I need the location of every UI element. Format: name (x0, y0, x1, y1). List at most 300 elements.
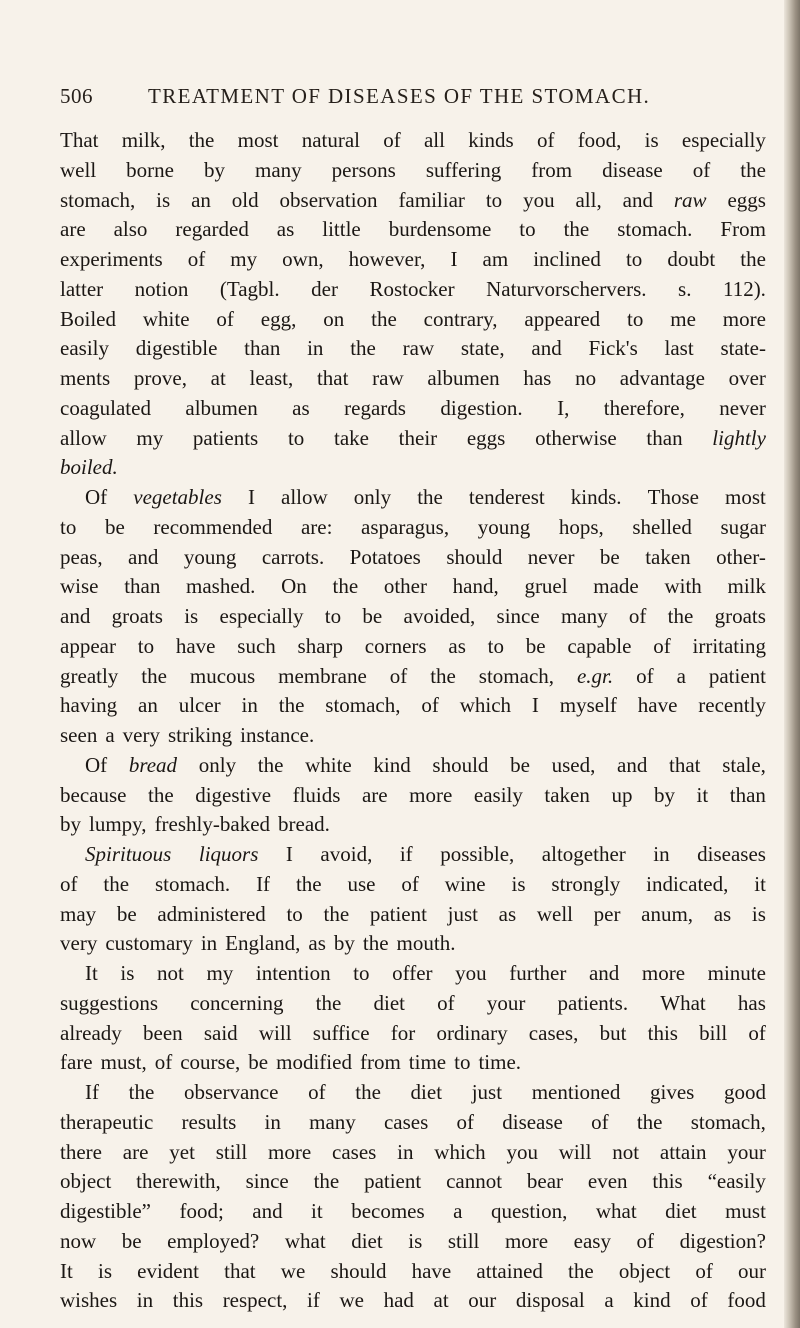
word: as (292, 395, 310, 420)
word: well (536, 901, 573, 926)
word: if (399, 842, 413, 866)
word: cases, (528, 1020, 579, 1045)
word: contrary, (423, 306, 498, 331)
word: take (333, 425, 369, 450)
word: be (104, 514, 125, 539)
text-line (60, 455, 766, 485)
text-line (60, 336, 766, 366)
word: at (210, 366, 226, 390)
word: use (347, 871, 376, 896)
word: my (206, 961, 234, 985)
word: to (286, 901, 303, 926)
word: very (122, 723, 160, 747)
word: should (446, 544, 503, 569)
word: becomes (351, 1199, 425, 1223)
word: That (60, 128, 99, 152)
word: patient (708, 663, 766, 688)
word: not (157, 961, 184, 985)
word: just (447, 901, 478, 926)
word: cases (383, 1109, 429, 1134)
word: bear (526, 1169, 564, 1194)
word: since (496, 604, 540, 628)
word: stomach, (478, 663, 555, 688)
word: a (453, 1199, 463, 1223)
word: and (617, 752, 648, 777)
word: it (754, 871, 766, 896)
word: the (740, 157, 766, 182)
word: England, (225, 931, 301, 956)
word: the (430, 663, 456, 688)
text-line (60, 812, 766, 842)
word: digestion? (679, 1228, 766, 1253)
word: mashed. (186, 574, 256, 599)
word: peas, (60, 544, 103, 569)
word: all, (575, 187, 602, 212)
word: course, (180, 1050, 241, 1075)
word: state, (460, 336, 505, 361)
word: from (359, 1050, 401, 1075)
word: Fick's (588, 336, 638, 361)
word: (Tagbl. (219, 276, 280, 301)
text-line (60, 991, 766, 1021)
word: many (309, 1109, 356, 1134)
word: question, (490, 1199, 568, 1223)
word: On (281, 574, 307, 599)
word: Of (85, 485, 108, 509)
word: be (525, 633, 546, 658)
word: to (60, 514, 77, 539)
word: has (523, 366, 552, 390)
text-line (60, 515, 766, 545)
word: sugar (720, 514, 766, 539)
word: it (696, 782, 709, 807)
word: other- (716, 544, 766, 569)
word: than (124, 574, 161, 599)
book-spine-edge (784, 0, 800, 1328)
word: are (361, 782, 388, 807)
word: my (230, 247, 258, 271)
text-line (60, 128, 766, 158)
word: white (305, 752, 352, 777)
word: the (148, 782, 174, 807)
word: therewith, (136, 1169, 221, 1194)
word: what (284, 1228, 326, 1253)
word: little (322, 217, 361, 242)
word: is (511, 871, 526, 896)
word: striking (167, 723, 233, 747)
word: used, (551, 752, 596, 777)
word: observation (279, 187, 378, 212)
word: very (60, 931, 98, 956)
word: the (332, 574, 359, 599)
word: is (156, 187, 171, 212)
word: albumen (427, 366, 500, 390)
word: in (136, 1288, 154, 1313)
word: own, (282, 247, 324, 271)
word: offer (392, 961, 433, 985)
word: evident (137, 1258, 199, 1283)
word: as (308, 931, 326, 956)
word: has (737, 990, 766, 1015)
word: freshly-baked (154, 812, 271, 837)
word: many (560, 604, 608, 628)
word: may (60, 901, 97, 926)
word: stomach. (154, 871, 231, 896)
text-line (60, 396, 766, 426)
word: disposal (515, 1288, 585, 1313)
word: this (172, 1288, 204, 1313)
word: is (120, 961, 135, 985)
word: of (692, 157, 711, 182)
word: are (122, 1139, 149, 1164)
word: taken (544, 782, 590, 807)
word: stomach, (60, 187, 136, 212)
word: patients (192, 425, 259, 450)
word: borne (126, 157, 174, 182)
word: but (599, 1020, 627, 1045)
word: fare (60, 1050, 93, 1075)
body-text (60, 128, 766, 1318)
word: just (471, 1080, 503, 1104)
word: bill (699, 1020, 728, 1045)
word: that (669, 752, 701, 777)
word: mucous (189, 663, 256, 688)
text-line (60, 664, 766, 694)
word: have (175, 633, 216, 658)
text-line (60, 872, 766, 902)
word: as (276, 217, 295, 242)
word: intention (255, 961, 331, 985)
word: further (509, 961, 567, 985)
running-header (60, 84, 766, 116)
word: kinds (468, 128, 514, 152)
word: you (506, 1139, 538, 1164)
word: there (60, 1139, 102, 1164)
word: otherwise (535, 425, 617, 450)
word: our (468, 1288, 497, 1313)
word: disease (502, 1109, 563, 1134)
word: suffering (425, 157, 502, 182)
word: ulcer (178, 693, 221, 718)
word: I (531, 693, 539, 718)
word: at (433, 1288, 449, 1313)
word: made (593, 574, 639, 599)
word: attained (476, 1258, 543, 1283)
word: Boiled (60, 306, 116, 331)
word: the (128, 1080, 155, 1104)
word: you (455, 961, 487, 985)
word: easily (60, 336, 109, 361)
word: time (408, 1050, 447, 1075)
word: notion (134, 276, 189, 301)
word: of (60, 871, 78, 896)
word: a (105, 723, 115, 747)
text-line (60, 1259, 766, 1289)
word: since (245, 1169, 289, 1194)
word: for (390, 1020, 416, 1045)
word: bread. (278, 812, 330, 837)
word: of (690, 1288, 708, 1313)
word: ments (60, 366, 111, 390)
word: cases (332, 1139, 377, 1164)
word: familiar (398, 187, 465, 212)
word: an (191, 187, 211, 212)
word: on (323, 306, 345, 331)
word: greatly (60, 663, 119, 688)
text-line (60, 217, 766, 247)
word: allow (60, 425, 107, 450)
word: recommended (153, 514, 273, 539)
text-line (60, 188, 766, 218)
word: lightly (712, 425, 766, 450)
word: 112). (722, 276, 766, 301)
word: the (295, 871, 322, 896)
word: sharp (297, 633, 344, 658)
word: wine (444, 871, 486, 896)
word: gruel (524, 574, 568, 599)
word: young (183, 544, 237, 569)
text-line (60, 574, 766, 604)
word: of (456, 1109, 475, 1134)
word: It (60, 1258, 73, 1283)
word: digestion. (440, 395, 523, 420)
word: shelled (632, 514, 692, 539)
text-line (60, 1169, 766, 1199)
word: the (740, 247, 766, 271)
word: der (311, 276, 338, 301)
word: than (646, 425, 683, 450)
word: patients. (557, 990, 629, 1015)
word: such (237, 633, 276, 658)
word: of (401, 871, 419, 896)
word: diet (410, 1080, 443, 1104)
word: regarded (175, 217, 249, 242)
word: the (278, 693, 305, 718)
word: administered (157, 901, 266, 926)
book-page (60, 84, 766, 1318)
word: raw (402, 336, 435, 361)
word: prove, (133, 366, 187, 390)
word: stale, (722, 752, 766, 777)
word: which (459, 693, 512, 718)
word: egg, (260, 306, 297, 331)
word: I (450, 247, 458, 271)
word: easy (573, 1228, 611, 1253)
word: object (60, 1169, 112, 1194)
word: by (653, 782, 675, 807)
word: bread (128, 752, 178, 777)
word: kinds. (570, 485, 622, 509)
word: allow (281, 485, 328, 509)
word: most (725, 485, 766, 509)
word: per (593, 901, 621, 926)
word: of (154, 1050, 173, 1075)
word: white (142, 306, 190, 331)
word: raw (673, 187, 707, 212)
word: myself (559, 693, 617, 718)
word: Those (647, 485, 699, 509)
word: burdensome (388, 217, 492, 242)
word: said (203, 1020, 238, 1045)
word: and (531, 336, 562, 361)
word: have (411, 1258, 452, 1283)
word: be (510, 752, 530, 777)
text-line (60, 158, 766, 188)
text-line (60, 604, 766, 634)
word: only (198, 752, 237, 777)
word: in (241, 693, 258, 718)
word: anum, (641, 901, 694, 926)
word: the (315, 990, 342, 1015)
word: latter (60, 276, 104, 301)
word: patient (364, 1169, 422, 1194)
text-line (60, 1229, 766, 1259)
text-line (60, 693, 766, 723)
word: are (60, 217, 86, 242)
word: this (647, 1020, 678, 1045)
word: more (409, 782, 453, 807)
word: it (311, 1199, 323, 1223)
word: the (568, 1258, 594, 1283)
word: will (258, 1020, 292, 1045)
word: to (353, 961, 370, 985)
word: Rostocker (369, 276, 455, 301)
word: cannot (446, 1169, 503, 1194)
word: recently (698, 693, 766, 718)
word: however, (348, 247, 426, 271)
word: a (604, 1288, 614, 1313)
word: lumpy, (89, 812, 147, 837)
word: wishes (60, 1288, 118, 1313)
word: never (527, 544, 575, 569)
word: boiled. (60, 455, 118, 480)
word: It (85, 961, 98, 985)
word: of (216, 306, 234, 331)
word: up (611, 782, 633, 807)
word: of (653, 633, 671, 658)
word: only (353, 485, 392, 509)
word: diseases (697, 842, 766, 866)
word: that (224, 1258, 256, 1283)
word: asparagus, (361, 514, 450, 539)
word: over (728, 366, 766, 390)
word: is (97, 1258, 112, 1283)
word: state- (720, 336, 766, 361)
word: will (558, 1139, 592, 1164)
word: therapeutic (60, 1109, 154, 1134)
word: other (383, 574, 427, 599)
word: tenderest (468, 485, 545, 509)
word: taken (645, 544, 691, 569)
word: mouth. (396, 931, 456, 956)
word: of (536, 128, 555, 152)
text-line (60, 307, 766, 337)
word: minute (707, 961, 766, 985)
word: also (113, 217, 148, 242)
word: irritating (692, 633, 766, 658)
text-line (60, 1021, 766, 1051)
text-line (60, 545, 766, 575)
word: object (618, 1258, 671, 1283)
word: kind (373, 752, 411, 777)
word: what (595, 1199, 637, 1223)
word: be (248, 1050, 269, 1075)
word: been (143, 1020, 183, 1045)
word: the (417, 485, 443, 509)
word: we (339, 1288, 364, 1313)
text-line (60, 426, 766, 456)
text-line (60, 1199, 766, 1229)
word: possible, (440, 842, 515, 866)
word: s. (678, 276, 692, 301)
word: still (215, 1139, 248, 1164)
word: which (434, 1139, 486, 1164)
text-line (60, 634, 766, 664)
word: must, (100, 1050, 147, 1075)
page-number: 506 (60, 84, 93, 108)
word: I (247, 485, 255, 509)
word: What (660, 990, 706, 1015)
word: than (729, 782, 766, 807)
word: if (307, 1288, 320, 1313)
word: disease (602, 157, 663, 182)
word: now (60, 1228, 97, 1253)
word: more (268, 1139, 312, 1164)
word: gives (650, 1080, 695, 1104)
text-line (60, 902, 766, 932)
word: even (587, 1169, 628, 1194)
word: food; (179, 1199, 224, 1223)
word: employed? (167, 1228, 260, 1253)
word: milk, (121, 128, 166, 152)
text-line (60, 723, 766, 753)
word: our (737, 1258, 766, 1283)
word: the (667, 604, 694, 628)
word: diet (665, 1199, 697, 1223)
word: of (383, 128, 401, 152)
word: many (254, 157, 302, 182)
word: customary (105, 931, 193, 956)
text-line (60, 485, 766, 515)
word: “easily (707, 1169, 766, 1194)
word: especially (219, 604, 304, 628)
word: with (664, 574, 702, 599)
word: diet (373, 990, 405, 1015)
word: strongly (551, 871, 621, 896)
word: experiments (60, 247, 163, 271)
word: be (362, 604, 383, 628)
text-line (60, 961, 766, 991)
word: and (128, 544, 159, 569)
word: be (116, 901, 137, 926)
word: therefore, (603, 395, 685, 420)
word: to (287, 425, 305, 450)
text-line (60, 842, 766, 872)
word: more (722, 306, 766, 331)
word: the (563, 217, 590, 242)
word: food (727, 1288, 766, 1313)
word: digestible (135, 336, 218, 361)
word: eggs (727, 187, 766, 212)
chapter-title: TREATMENT OF DISEASES OF THE STOMACH. (148, 84, 651, 108)
word: and (622, 187, 653, 212)
word: still (447, 1228, 480, 1253)
word: already (60, 1020, 122, 1045)
word: in (200, 931, 218, 956)
word: regards (344, 395, 406, 420)
word: more (504, 1228, 549, 1253)
word: I (285, 842, 293, 866)
